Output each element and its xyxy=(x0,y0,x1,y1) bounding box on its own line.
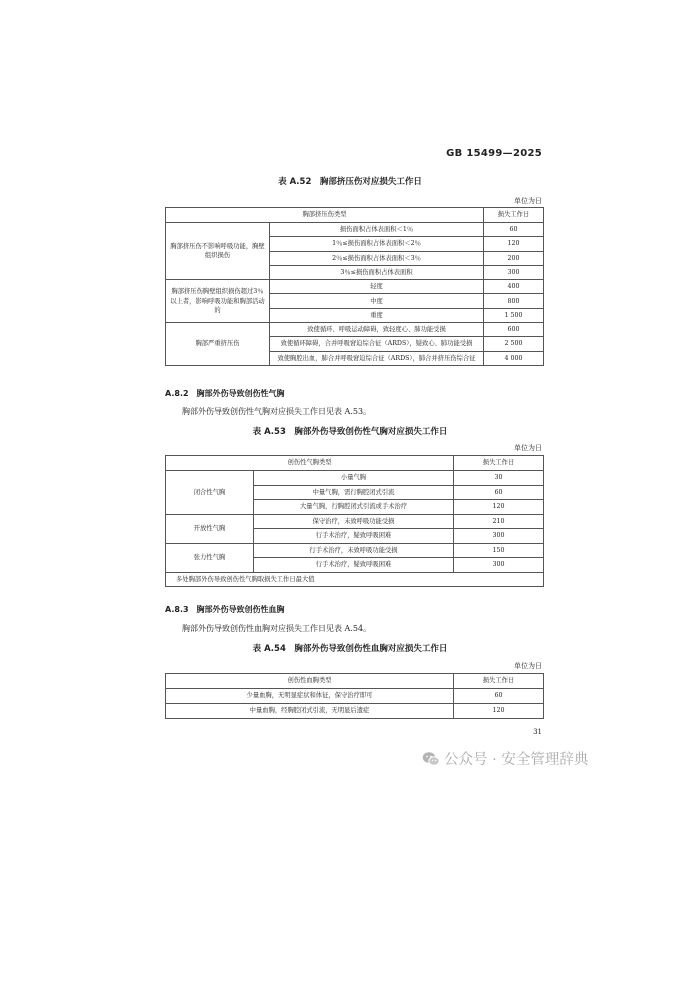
row-description: 大量气胸，行胸腔闭式引流或手术治疗 xyxy=(254,500,454,515)
row-days: 150 xyxy=(454,543,544,558)
table-row xyxy=(166,323,544,337)
table-note: 多处胸部外伤导致创伤性气胸取损失工作日最大值 xyxy=(166,572,544,587)
table-a54 xyxy=(165,673,544,719)
row-days: 120 xyxy=(454,704,544,719)
row-description: 轻度 xyxy=(270,280,484,294)
table-a54-caption: 表 A.54 胸部外伤导致创伤性血胸对应损失工作日 xyxy=(252,644,448,654)
row-description: 少量血胸，无明显症状和体征，保守治疗即可 xyxy=(166,689,454,704)
row-days: 4 000 xyxy=(484,351,544,365)
row-days: 800 xyxy=(484,294,544,308)
table-a52-caption: 表 A.52 胸部挤压伤对应损失工作日 xyxy=(278,177,422,187)
column-header-type: 胸部挤压伤类型 xyxy=(166,208,484,223)
row-description: 2％≤损伤面积占体表面积＜3％ xyxy=(270,251,484,265)
group-label: 胸部严重挤压伤 xyxy=(166,323,270,366)
table-a53-unit: 单位为日 xyxy=(514,444,542,452)
table-row xyxy=(166,689,544,704)
row-days: 120 xyxy=(484,237,544,251)
section-a83-heading: A.8.3 胸部外伤导致创伤性血胸 xyxy=(165,605,285,614)
column-header-type: 创伤性血胸类型 xyxy=(166,674,454,689)
row-days: 300 xyxy=(454,529,544,544)
group-label: 胸部挤压伤胸壁组织损伤超过3％以上者，影响呼吸功能和胸部活动的 xyxy=(166,280,270,323)
column-header-type: 创伤性气胸类型 xyxy=(166,456,454,471)
column-header-days: 损失工作日 xyxy=(454,456,544,471)
row-days: 600 xyxy=(484,323,544,337)
row-description: 致使循环障碍，合并呼吸窘迫综合征（ARDS），疑致心、肺功能受损 xyxy=(270,337,484,351)
page-number: 31 xyxy=(533,728,542,736)
table-note-row xyxy=(166,572,544,587)
row-description: 行手术治疗，疑致呼吸困难 xyxy=(254,558,454,573)
table-row xyxy=(166,471,544,486)
row-description: 行手术治疗，疑致呼吸困难 xyxy=(254,529,454,544)
row-description: 中度 xyxy=(270,294,484,308)
table-a52-unit: 单位为日 xyxy=(514,197,542,205)
wechat-icon xyxy=(422,751,440,771)
row-description: 损伤面积占体表面积＜1％ xyxy=(270,223,484,237)
table-row xyxy=(166,223,544,237)
row-days: 200 xyxy=(484,251,544,265)
row-description: 1％≤损伤面积占体表面积＜2％ xyxy=(270,237,484,251)
group-label: 开放性气胸 xyxy=(166,514,254,543)
row-description: 致使循环、呼吸运动障碍，致轻度心、肺功能受损 xyxy=(270,323,484,337)
standard-number: GB 15499—2025 xyxy=(446,148,542,159)
row-days: 300 xyxy=(484,265,544,279)
row-days: 210 xyxy=(454,514,544,529)
row-description: 3％≤损伤面积占体表面积 xyxy=(270,265,484,279)
table-row xyxy=(166,514,544,529)
row-days: 400 xyxy=(484,280,544,294)
table-header-row xyxy=(166,674,544,689)
column-header-days: 损失工作日 xyxy=(454,674,544,689)
row-description: 中量气胸，需行胸腔闭式引流 xyxy=(254,485,454,500)
table-a53-caption: 表 A.53 胸部外伤导致创伤性气胸对应损失工作日 xyxy=(252,427,448,437)
table-row xyxy=(166,543,544,558)
row-days: 60 xyxy=(484,223,544,237)
table-a53 xyxy=(165,455,544,587)
table-header-row xyxy=(166,456,544,471)
row-days: 2 500 xyxy=(484,337,544,351)
table-row xyxy=(166,704,544,719)
watermark xyxy=(422,748,588,771)
table-header-row xyxy=(166,208,544,223)
section-a82-heading: A.8.2 胸部外伤导致创伤性气胸 xyxy=(165,389,285,398)
row-description: 行手术治疗，未致呼吸功能受损 xyxy=(254,543,454,558)
section-a82-paragraph: 胸部外伤导致创伤性气胸对应损失工作日见表 A.53。 xyxy=(182,407,372,416)
row-description: 保守治疗，未致呼吸功能受损 xyxy=(254,514,454,529)
row-days: 30 xyxy=(454,471,544,486)
group-label: 胸部挤压伤不影响呼吸功能，胸壁组织损伤 xyxy=(166,223,270,280)
row-description: 致使胸腔出血，肺合并呼吸窘迫综合征（ARDS），肺合并挤压伤综合征 xyxy=(270,351,484,365)
table-a54-unit: 单位为日 xyxy=(514,662,542,670)
group-label: 张力性气胸 xyxy=(166,543,254,572)
row-days: 60 xyxy=(454,689,544,704)
row-description: 小量气胸 xyxy=(254,471,454,486)
row-description: 中量血胸，经胸腔闭式引流，无明显后遗症 xyxy=(166,704,454,719)
column-header-days: 损失工作日 xyxy=(484,208,544,223)
row-days: 60 xyxy=(454,485,544,500)
group-label: 闭合性气胸 xyxy=(166,471,254,515)
row-days: 300 xyxy=(454,558,544,573)
row-days: 1 500 xyxy=(484,308,544,322)
section-a83-paragraph: 胸部外伤导致创伤性血胸对应损失工作日见表 A.54。 xyxy=(182,624,372,633)
row-description: 重度 xyxy=(270,308,484,322)
watermark-text: 公众号 · 安全管理辞典 xyxy=(444,752,589,768)
table-row xyxy=(166,280,544,294)
table-a52 xyxy=(165,207,544,366)
row-days: 120 xyxy=(454,500,544,515)
